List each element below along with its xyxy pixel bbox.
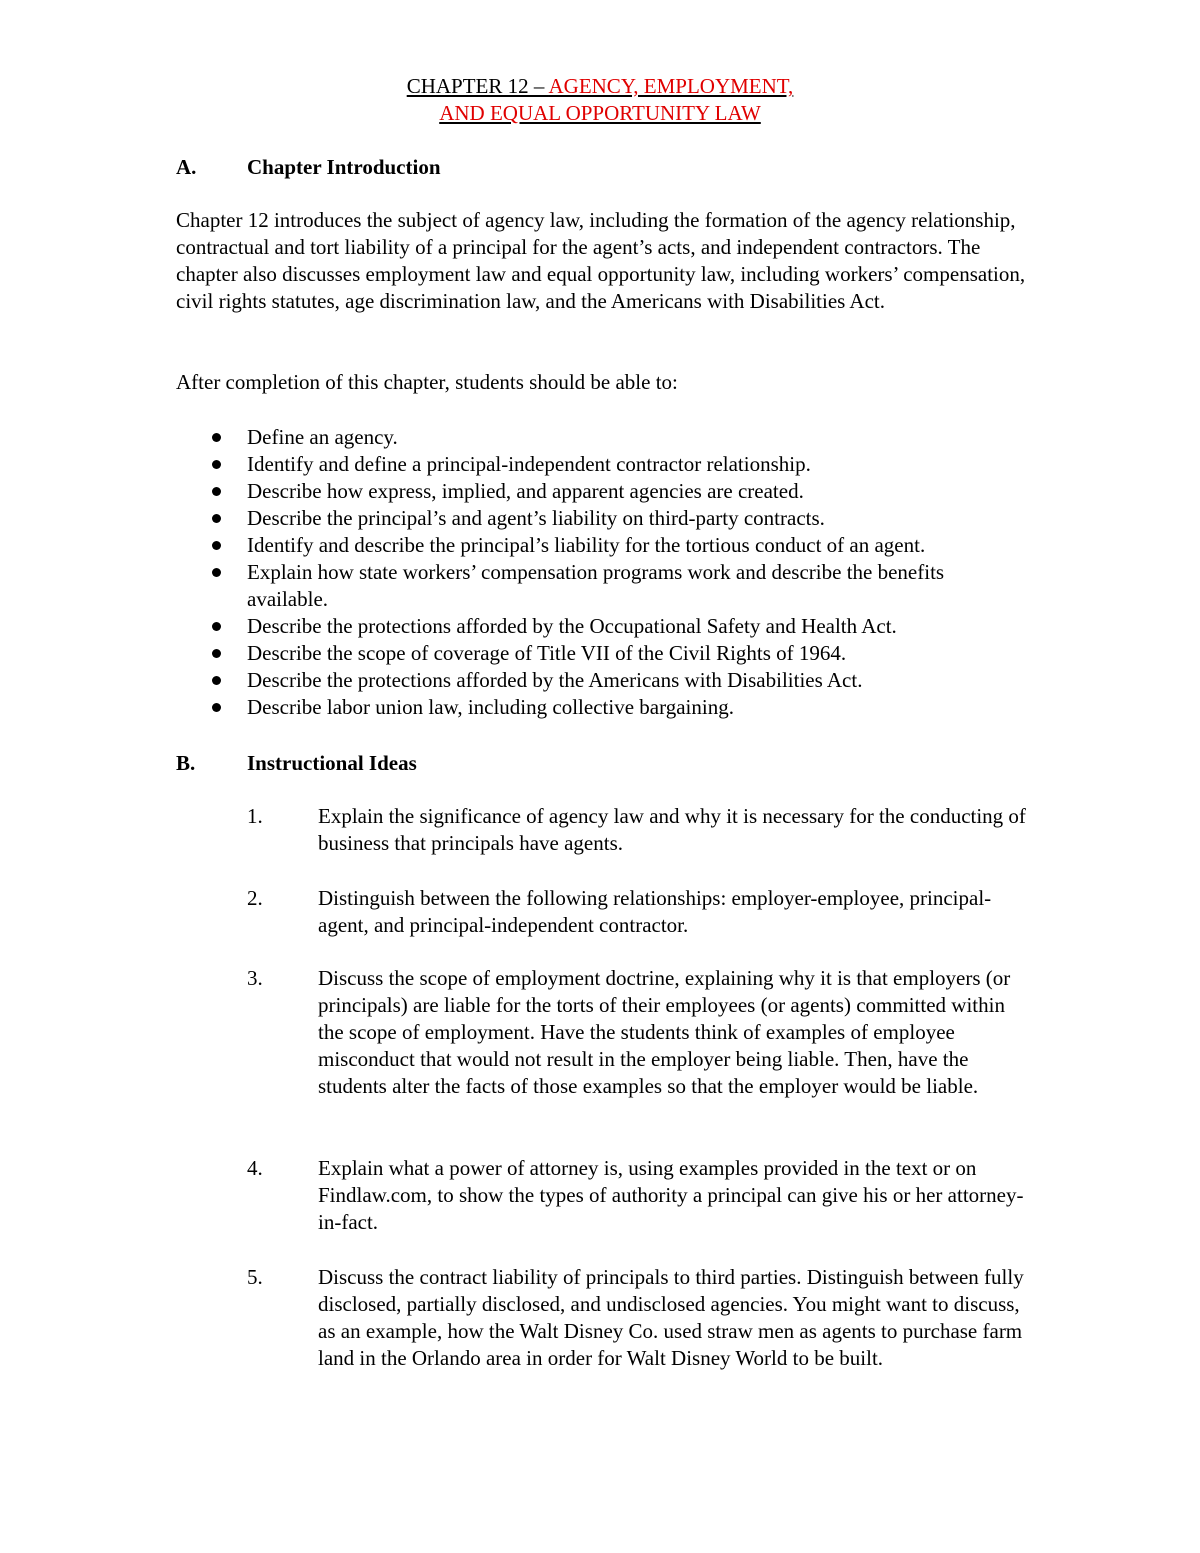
instructional-idea-2 bbox=[247, 885, 1027, 939]
bullet-icon bbox=[212, 460, 221, 469]
bullet-icon bbox=[212, 622, 221, 631]
bullet-icon bbox=[212, 433, 221, 442]
instructional-idea-5 bbox=[247, 1264, 1027, 1372]
chapter-title-red-part-1: AGENCY, EMPLOYMENT, bbox=[548, 74, 794, 98]
idea-number: 1. bbox=[247, 804, 263, 828]
list-item bbox=[176, 478, 1026, 505]
instructional-idea-4 bbox=[247, 1155, 1027, 1236]
list-item bbox=[176, 451, 1026, 478]
idea-text: Explain the significance of agency law and why it is necessary for the conducting of business that principals have agents. bbox=[318, 804, 1026, 855]
list-item bbox=[176, 532, 1026, 559]
idea-number: 5. bbox=[247, 1265, 263, 1289]
bullet-icon bbox=[212, 703, 221, 712]
idea-text: Discuss the scope of employment doctrine, explaining why it is that employers (or principals) are liable for the torts of their employees (or agents) committed within the scope of employment. Have the students think of examples of employee misconduct that would not result in the employer being liable. Then, have the students alter the facts of those examples so that the employer would be liable. bbox=[318, 966, 1011, 1098]
list-item bbox=[176, 424, 1026, 451]
idea-number: 2. bbox=[247, 886, 263, 910]
section-a-letter: A. bbox=[176, 155, 197, 179]
idea-text: Distinguish between the following relationships: employer-employee, principal-agent, and principal-independent contractor. bbox=[318, 886, 992, 937]
idea-number: 3. bbox=[247, 966, 263, 990]
objective-text: Identify and define a principal-independent contractor relationship. bbox=[247, 452, 811, 476]
objective-text: Describe the protections afforded by the Americans with Disabilities Act. bbox=[247, 668, 863, 692]
bullet-icon bbox=[212, 568, 221, 577]
bullet-icon bbox=[212, 487, 221, 496]
list-item bbox=[176, 694, 1026, 721]
chapter-title-red-part-2: AND EQUAL OPPORTUNITY LAW bbox=[439, 101, 761, 125]
bullet-icon bbox=[212, 541, 221, 550]
idea-number: 4. bbox=[247, 1156, 263, 1180]
objective-text: Describe the principal’s and agent’s liability on third-party contracts. bbox=[247, 506, 825, 530]
list-item bbox=[176, 667, 1026, 694]
list-item bbox=[176, 640, 1026, 667]
objective-text: Describe labor union law, including collective bargaining. bbox=[247, 695, 734, 719]
list-item bbox=[176, 613, 1026, 640]
bullet-icon bbox=[212, 649, 221, 658]
chapter-intro-paragraph: Chapter 12 introduces the subject of agency law, including the formation of the agency relationship, contractual and tort liability of a principal for the agent’s acts, and independent contractors. The chapter also discusses employment law and equal opportunity law, including workers’ compensation, civil rights statutes, age discrimination law, and the Americans with Disabilities Act. bbox=[176, 208, 1026, 313]
section-b-letter: B. bbox=[176, 751, 196, 775]
bullet-icon bbox=[212, 676, 221, 685]
instructional-idea-3 bbox=[247, 965, 1027, 1100]
section-a-title: Chapter Introduction bbox=[247, 155, 441, 179]
objective-text: Describe the scope of coverage of Title VII of the Civil Rights of 1964. bbox=[247, 641, 847, 665]
chapter-title-line-1 bbox=[0, 73, 1200, 99]
objective-text: Describe how express, implied, and apparent agencies are created. bbox=[247, 479, 804, 503]
chapter-number: CHAPTER 12 – bbox=[406, 74, 549, 98]
objective-text: Describe the protections afforded by the Occupational Safety and Health Act. bbox=[247, 614, 897, 638]
bullet-icon bbox=[212, 514, 221, 523]
objective-text: Explain how state workers’ compensation programs work and describe the benefits available. bbox=[247, 560, 945, 611]
list-item bbox=[176, 559, 1026, 613]
objective-text: Identify and describe the principal’s liability for the tortious conduct of an agent. bbox=[247, 533, 926, 557]
chapter-title-line-2 bbox=[0, 100, 1200, 126]
section-b-title: Instructional Ideas bbox=[247, 751, 417, 775]
list-item bbox=[176, 505, 1026, 532]
idea-text: Explain what a power of attorney is, using examples provided in the text or on Findlaw.com, to show the types of authority a principal can give his or her attorney-in-fact. bbox=[318, 1156, 1024, 1234]
objective-text: Define an agency. bbox=[247, 425, 398, 449]
learning-objectives-list bbox=[176, 424, 1026, 721]
idea-text: Discuss the contract liability of principals to third parties. Distinguish between fully disclosed, partially disclosed, and undisclosed agencies. You might want to discuss, as an example, how the Walt Disney Co. used straw men as agents to purchase farm land in the Orlando area in order for Walt Disney World to be built. bbox=[318, 1265, 1024, 1370]
objectives-lead-in: After completion of this chapter, students should be able to: bbox=[176, 370, 678, 394]
instructional-idea-1 bbox=[247, 803, 1027, 857]
